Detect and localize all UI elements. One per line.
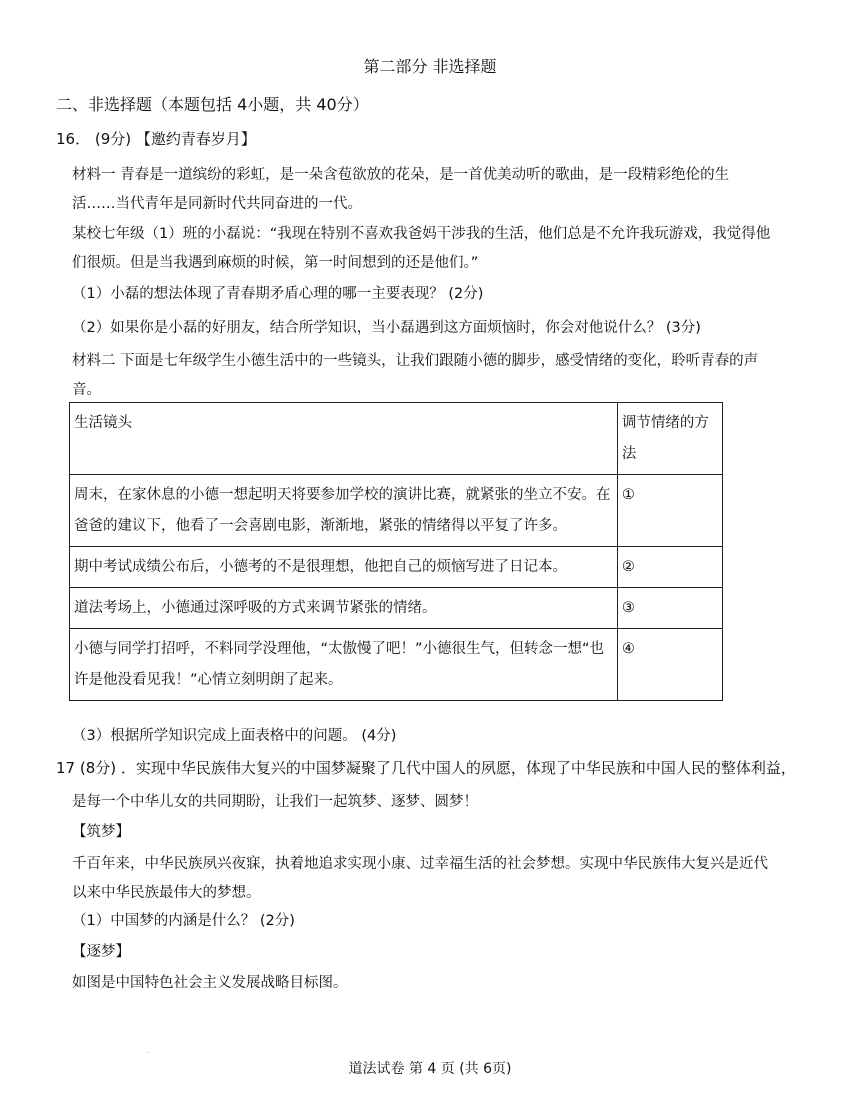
q16-sub3: （3）根据所学知识完成上面表格中的问题。 (4分) (72, 728, 397, 744)
life-scenes-table (69, 402, 723, 701)
q16-material1-line2: 活……当代青年是同新时代共同奋进的一代。 (72, 196, 362, 212)
q17-header-line1: 17 (8分) ．实现中华民族伟大复兴的中国梦凝聚了几代中国人的夙愿，体现了中华民族和中国人民的整体利益， (56, 759, 796, 777)
table-header-row (70, 403, 723, 475)
q17-tag-zhumeng: 【筑梦】 (72, 824, 130, 840)
q17-figure-intro: 如图是中国特色社会主义发展战略目标图。 (72, 975, 348, 991)
table-cell-scene: 道法考场上，小德通过深呼吸的方式来调节紧张的情绪。 (70, 588, 618, 629)
q16-material2-line2: 音。 (72, 382, 101, 398)
table-row (70, 629, 723, 701)
q16-quote-line1: 某校七年级（1）班的小磊说：“我现在特别不喜欢我爸妈干涉我的生活，他们总是不允许我玩游戏，我觉得他 (72, 226, 771, 242)
page-footer: 道法试卷 第 4 页 (共 6页) (348, 1061, 512, 1077)
q16-sub1: （1）小磊的想法体现了青春期矛盾心理的哪一主要表现？ (2分) (72, 286, 484, 302)
table-cell-mark: ③ (617, 588, 722, 629)
q17-para-line2: 以来中华民族最伟大的梦想。 (72, 885, 261, 901)
part-title: 第二部分 非选择题 (363, 57, 497, 76)
stray-dot: . (147, 1046, 150, 1055)
table-cell-scene: 期中考试成绩公布后，小德考的不是很理想，他把自己的烦恼写进了日记本。 (70, 547, 618, 588)
q17-header-line2: 是每一个中华儿女的共同期盼，让我们一起筑梦、逐梦、圆梦！ (72, 794, 478, 810)
q16-sub2: （2）如果你是小磊的好朋友，结合所学知识，当小磊遇到这方面烦恼时，你会对他说什么？ (3分) (72, 320, 701, 336)
q17-tag-zhumeng2: 【逐梦】 (72, 944, 130, 960)
table-cell-mark: ② (617, 547, 722, 588)
table-cell-mark: ① (617, 475, 722, 547)
table-cell-mark: ④ (617, 629, 722, 701)
table-cell-scene: 周末，在家休息的小德一想起明天将要参加学校的演讲比赛，就紧张的坐立不安。在爸爸的建议下，他看了一会喜剧电影，渐渐地，紧张的情绪得以平复了许多。 (70, 475, 618, 547)
table-row (70, 588, 723, 629)
q17-sub1: （1）中国梦的内涵是什么？ (2分) (72, 913, 295, 929)
q17-para-line1: 千百年来，中华民族夙兴夜寐，执着地追求实现小康、过幸福生活的社会梦想。实现中华民族伟大复兴是近代 (72, 856, 768, 872)
q16-material2-line1: 材料二 下面是七年级学生小德生活中的一些镜头，让我们跟随小德的脚步，感受情绪的变化，聆听青春的声 (72, 353, 759, 369)
table-header-method: 调节情绪的方法 (617, 403, 722, 475)
q16-header: 16． (9分) 【邀约青春岁月】 (56, 130, 256, 148)
table-cell-scene: 小德与同学打招呼，不料同学没理他，“太傲慢了吧！”小德很生气，但转念一想“也许是他没看见我！”心情立刻明朗了起来。 (70, 629, 618, 701)
section-heading: 二、非选择题（本题包括 4小题，共 40分） (56, 95, 369, 114)
table-header-scene: 生活镜头 (70, 403, 618, 475)
q16-material1-line1: 材料一 青春是一道缤纷的彩虹，是一朵含苞欲放的花朵，是一首优美动听的歌曲，是一段精彩绝伦的生 (72, 167, 730, 183)
table-row (70, 475, 723, 547)
table-row (70, 547, 723, 588)
q16-quote-line2: 们很烦。但是当我遇到麻烦的时候，第一时间想到的还是他们。” (72, 255, 479, 271)
